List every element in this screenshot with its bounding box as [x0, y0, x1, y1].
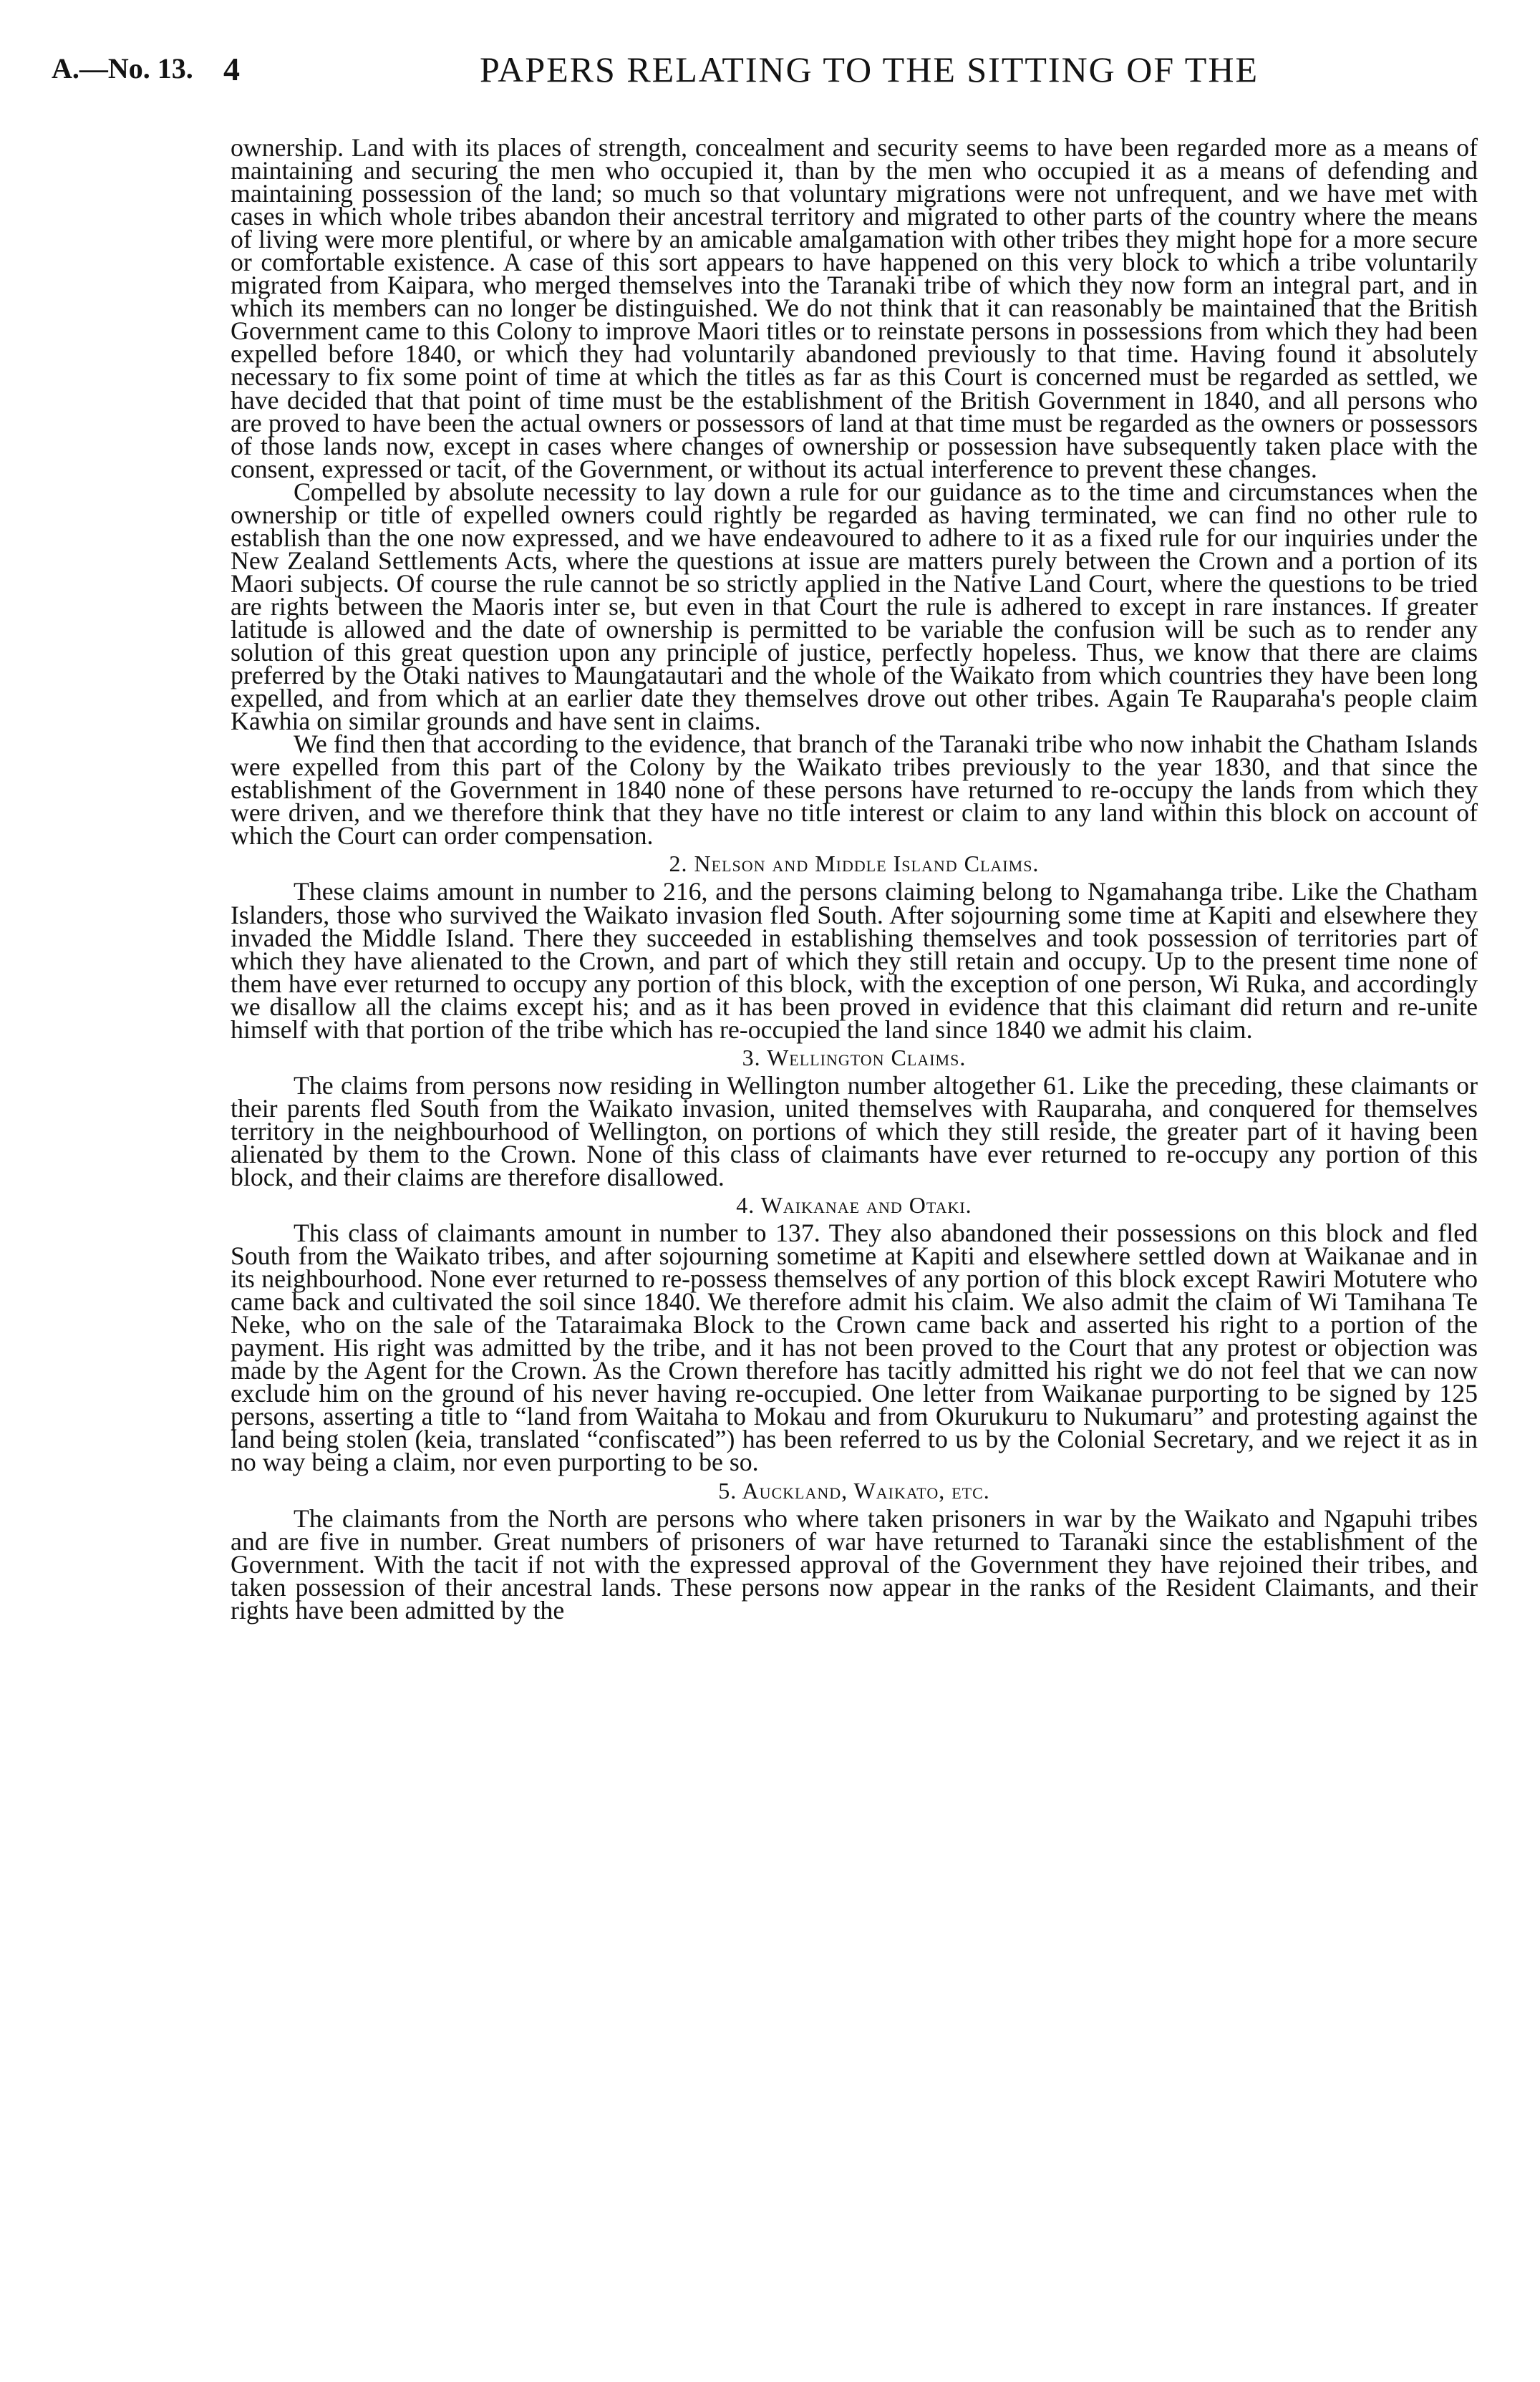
paragraph: The claimants from the North are persons who where taken prisoners in war by the Waikato and Ngapuhi tribes and are five in number. Great numbers of prisoners of war have returned to Taranaki since the establishment of the Government. With the tacit if not with the expressed approval of the Government they have rejoined their tribes, and taken possession of their ancestral lands. These persons now appear in the ranks of the Resident Claimants, and their rights have been admitted by the [231, 1504, 1478, 1625]
section-heading-text: 2. Nelson and Middle Island Claims. [669, 851, 1040, 877]
document-reference: A.—No. 13. [52, 52, 193, 84]
section-heading-text: 3. Wellington Claims. [742, 1044, 967, 1070]
page-header [52, 49, 1498, 95]
page-number: 4 [223, 51, 240, 87]
running-title: PAPERS RELATING TO THE SITTING OF THE [480, 49, 1259, 89]
paragraph: These claims amount in number to 216, and the persons claiming belong to Ngamahanga tribe. Like the Chatham Islanders, those who survived the Waikato invasion fled South. After sojourning some time at Kapiti and elsewhere they invaded the Middle Island. There they succeeded in establishing themselves and took possession of territories part of which they have alienated to the Crown, and part of which they still retain and occupy. Up to the present time none of them have ever returned to occupy any portion of this block, with the exception of one person, Wi Ruka, and accordingly we disallow all the claims except his; and as it has been proved in evidence that this claimant did return and re-unite himself with that portion of the tribe which has re-occupied the land since 1840 we admit his claim. [231, 877, 1478, 1044]
section-heading [231, 1045, 1478, 1070]
paragraph: The claims from persons now residing in Wellington number altogether 61. Like the preceding, these claimants or their parents fled South from the Waikato invasion, united themselves with Rauparaha, and conquered for themselves territory in the neighbourhood of Wellington, on portions of which they still reside, the greater part of it having been alienated by them to the Crown. None of this class of claimants have ever returned to re-occupy any portion of this block, and their claims are therefore disallowed. [231, 1070, 1478, 1191]
section-heading [231, 1478, 1478, 1503]
document-body [231, 133, 1478, 1625]
paragraph: This class of claimants amount in number to 137. They also abandoned their possessions on this block and fled South from the Waikato tribes, and after sojourning sometime at Kapiti and elsewhere settled down at Waikanae and in its neighbourhood. None ever returned to re-possess themselves of any portion of this block except Rawiri Motutere who came back and cultivated the soil since 1840. We therefore admit his claim. We also admit the claim of Wi Tamihana Te Neke, who on the sale of the Tataraimaka Block to the Crown came back and asserted his right to a portion of the payment. His right was admitted by the tribe, and it has not been proved to the Court that any protest or objection was made by the Agent for the Crown. As the Crown therefore has tacitly admitted his right we do not feel that we can now exclude him on the ground of his never having re-occupied. One letter from Waikanae purporting to be signed by 125 persons, asserting a title to “land from Waitaha to Mokau and from Okurukuru to Nukumaru” and protesting against the land being stolen (keia, translated “confiscated”) has been referred to us by the Colonial Secretary, and we reject it as in no way being a claim, nor even purporting to be so. [231, 1219, 1478, 1477]
section-heading [231, 851, 1478, 876]
paragraph: We find then that according to the evidence, that branch of the Taranaki tribe who now inhabit the Chatham Islands were expelled from this part of the Colony by the Waikato tribes previously to the year 1830, and that since the establishment of the Government in 1840 none of these persons have returned to re-occupy the lands from which they were driven, and we therefore think that they have no title interest or claim to any land within this block on account of which the Court can order compensation. [231, 730, 1478, 851]
paragraph: ownership. Land with its places of strength, concealment and security seems to have been regarded more as a means of maintaining and securing the men who occupied it, than by the men who occupied it as a means of defending and maintaining possession of the land; so much so that voluntary migrations were not unfrequent, and we have met with cases in which whole tribes abandon their ancestral territory and migrated to other parts of the country where the means of living were more plentiful, or where by an amicable amalgamation with other tribes they might hope for a more secure or comfortable existence. A case of this sort appears to have happened on this very block to which a tribe voluntarily migrated from Kaipara, who merged themselves into the Taranaki tribe of which they now form an integral part, and in which its members can no longer be distinguished. We do not think that it can reasonably be maintained that the British Government came to this Colony to improve Maori titles or to reinstate persons in possessions from which they had been expelled before 1840, or which they had voluntarily abandoned previously to that time. Having found it absolutely necessary to fix some point of time at which the titles as far as this Court is concerned must be regarded as settled, we have decided that that point of time must be the establishment of the British Government in 1840, and all persons who are proved to have been the actual owners or possessors of land at that time must be regarded as the owners or possessors of those lands now, except in cases where changes of ownership or possession have subsequently taken place with the consent, expressed or tacit, of the Government, or without its actual interference to prevent these changes. [231, 133, 1478, 483]
paragraph: Compelled by absolute necessity to lay down a rule for our guidance as to the time and circumstances when the ownership or title of expelled owners could rightly be regarded as having terminated, we can find no other rule to establish than the one now expressed, and we have endeavoured to adhere to it as a fixed rule for our inquiries under the New Zealand Settlements Acts, where the questions at issue are matters purely between the Crown and a portion of its Maori subjects. Of course the rule cannot be so strictly applied in the Native Land Court, where the questions to be tried are rights between the Maoris inter se, but even in that Court the rule is adhered to except in rare instances. If greater latitude is allowed and the date of ownership is permitted to be variable the confusion will be such as to render any solution of this great question upon any principle of justice, perfectly hopeless. Thus, we know that there are claims preferred by the Otaki natives to Maungatautari and the whole of the Waikato from which countries they have been long expelled, and from which at an earlier date they themselves drove out other tribes. Again Te Rauparaha's people claim Kawhia on similar grounds and have sent in claims. [231, 477, 1478, 736]
section-heading-text: 4. Waikanae and Otaki. [736, 1192, 972, 1219]
section-heading [231, 1193, 1478, 1217]
section-heading-text: 5. Auckland, Waikato, etc. [718, 1477, 990, 1504]
